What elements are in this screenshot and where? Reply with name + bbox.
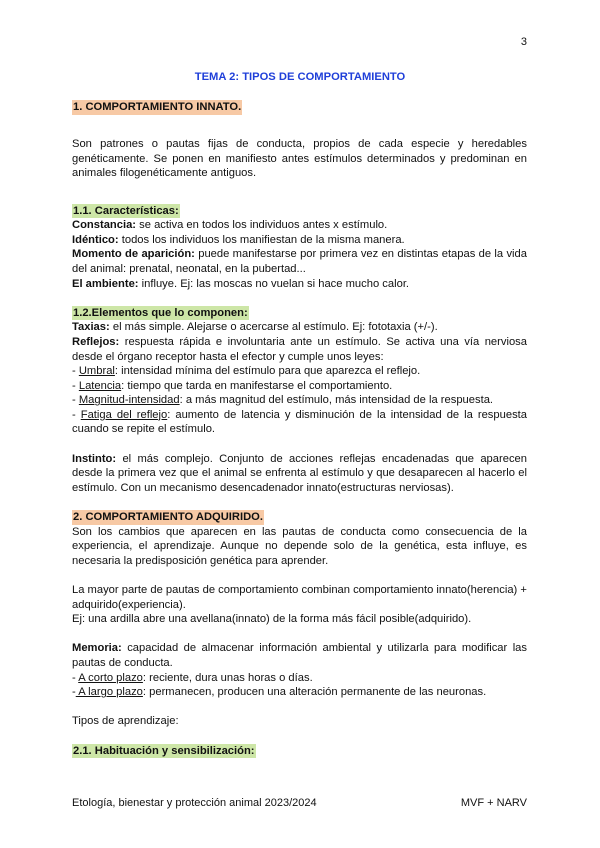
- page-number: 3: [520, 36, 527, 48]
- reflex-law-item: - Fatiga del reflejo: aumento de latencia y disminución de la intensidad de la respuesta cuando se repite el estímulo.: [72, 408, 527, 436]
- section-1-heading: 1. COMPORTAMIENTO INNATO.: [73, 101, 242, 113]
- taxias-paragraph: Taxias: el más simple. Alejarse o acercarse al estímulo. Ej: fototaxia (+/-).: [72, 321, 438, 334]
- section-2-intro: Son los cambios que aparecen en las pautas de conducta como consecuencia de la experiencia, el aprendizaje. Aunque no depende solo de la genética, esta influye, es necesaria la predisposición genética para aprender.: [72, 525, 527, 567]
- instinto-paragraph: Instinto: el más complejo. Conjunto de acciones reflejas encadenadas que aparecen desde la primera vez que el animal se enfrenta al estímulo y que desaparecen al hacerlo el estímulo. Con un mecanismo desencadenador innato(estructuras nerviosas).: [72, 452, 527, 494]
- memory-type-item: - A largo plazo: permanecen, producen una alteración permanente de las neuronas.: [72, 686, 487, 699]
- section-1-intro: Son patrones o pautas fijas de conducta, propios de cada especie y heredables genéticamente. Se ponen en manifiesto antes estímulos determinados y predominan en animales filogenéticamente antiguos.: [72, 138, 527, 180]
- characteristic-item: Idéntico: todos los individuos los manifiestan de la misma manera.: [72, 233, 405, 246]
- section-1-1-heading: 1.1. Características:: [73, 204, 179, 217]
- section-1-2-heading: 1.2.Elementos que lo componen:: [73, 306, 248, 319]
- reflejos-paragraph: Reflejos: respuesta rápida e involuntaria ante un estímulo. Se activa una vía nerviosa desde el órgano receptor hasta el efector y cumple unos leyes:: [72, 335, 527, 363]
- reflex-law-item: - Latencia: tiempo que tarda en manifestarse el comportamiento.: [72, 379, 393, 392]
- reflex-law-item: - Umbral: intensidad mínima del estímulo para que aparezca el reflejo.: [72, 365, 421, 378]
- combined-paragraph: La mayor parte de pautas de comportamiento combinan comportamiento innato(herencia) + adquirido(experiencia).: [72, 584, 527, 611]
- memoria-paragraph: Memoria: capacidad de almacenar información ambiental y utilizarla para modificar las pautas de conducta.: [72, 642, 527, 669]
- footer-authors: MVF + NARV: [460, 797, 527, 809]
- footer-course: Etología, bienestar y protección animal 2023/2024: [72, 797, 317, 809]
- memory-type-item: - A corto plazo: reciente, dura unas horas o días.: [72, 671, 313, 684]
- document-body: [72, 100, 527, 758]
- reflex-law-item: - Magnitud-intensidad: a más magnitud del estímulo, más intensidad de la respuesta.: [72, 394, 494, 407]
- document-title: TEMA 2: TIPOS DE COMPORTAMIENTO: [194, 71, 406, 83]
- example-paragraph: Ej: una ardilla abre una avellana(innato) de la forma más fácil posible(adquirido).: [72, 613, 472, 626]
- section-2-heading: 2. COMPORTAMIENTO ADQUIRIDO.: [73, 511, 263, 524]
- learning-types-label: Tipos de aprendizaje:: [72, 715, 179, 728]
- characteristic-item: El ambiente: influye. Ej: las moscas no vuelan si hace mucho calor.: [72, 277, 410, 290]
- section-2-1-heading: 2.1. Habituación y sensibilización:: [73, 744, 255, 757]
- characteristic-item: Momento de aparición: puede manifestarse por primera vez en distintas etapas de la vida del animal: prenatal, neonatal, en la pubertad...: [72, 248, 527, 275]
- characteristic-item: Constancia: se activa en todos los individuos antes x estímulo.: [72, 219, 388, 232]
